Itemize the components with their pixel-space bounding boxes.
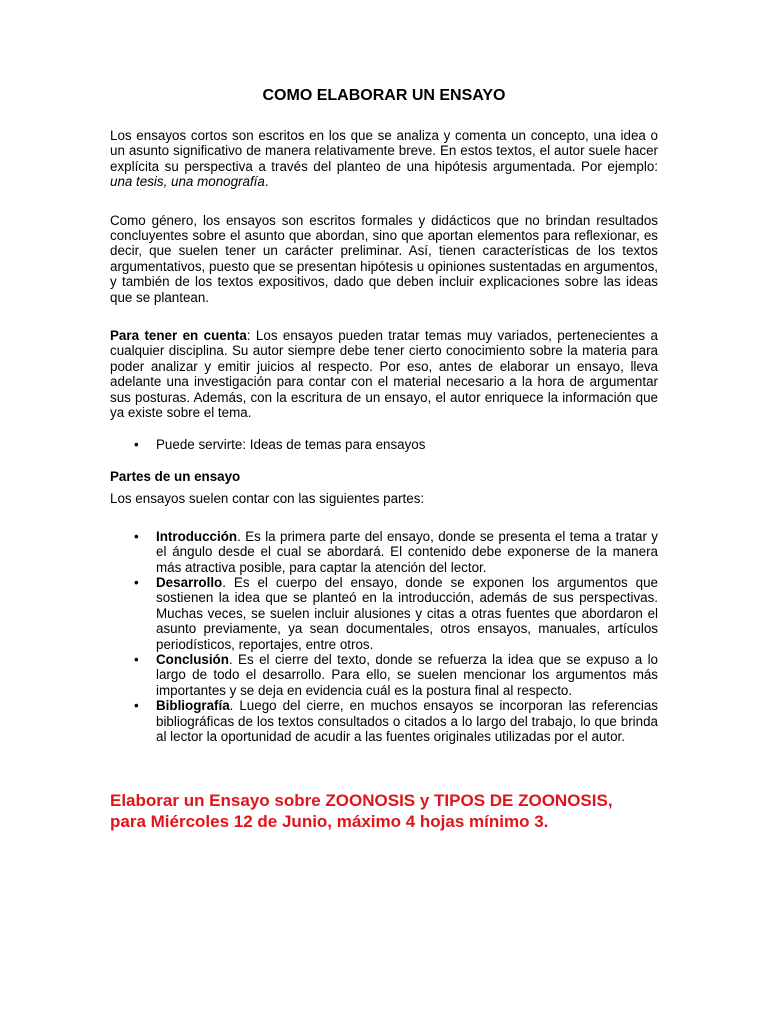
paragraph-note-text: : Los ensayos pueden tratar temas muy variados, pertenecientes a cualquier disciplina. Su autor siempre debe tener cierto conocimiento sobre la materia para poder analizar y emitir juicios al respecto. Por eso, antes de elaborar un ensayo, lleva adelante una investigación para contar con el material necesario a la hora de argumentar sus posturas. Además, con la escritura de un ensayo, el autor enriquece la información que ya existe sobre el tema. [110, 328, 658, 421]
part-text: . Es el cierre del texto, donde se refuerza la idea que se expuso a lo largo de todo el desarrollo. Para ello, se suelen mencionar los argumentos más importantes y se deja en evidencia cuál es la postura final al respecto. [156, 651, 658, 698]
document-title: COMO ELABORAR UN ENSAYO [262, 87, 506, 104]
paragraph-intro-end: . [264, 174, 269, 190]
part-name: Introducción [156, 528, 238, 544]
assignment-line-1: Elaborar un Ensayo sobre ZOONOSIS y TIPOS DE ZOONOSIS, [110, 791, 613, 811]
paragraph-note-label: Para tener en cuenta [110, 328, 247, 344]
tip-list-item: • Puede servirte: Ideas de temas para ensayos [156, 437, 658, 452]
parts-heading: Partes de un ensayo [110, 468, 241, 484]
document-page [110, 86, 658, 832]
paragraph-note [110, 328, 658, 420]
assignment-notice [110, 790, 658, 832]
parts-list [110, 529, 658, 745]
part-name: Desarrollo [156, 574, 223, 590]
part-development [156, 575, 658, 652]
assignment-line-2: para Miércoles 12 de Junio, máximo 4 hojas mínimo 3. [110, 812, 549, 832]
paragraph-intro-text: Los ensayos cortos son escritos en los que se analiza y comenta un concepto, una idea o un asunto significativo de manera relativamente breve. En estos textos, el autor suele hacer explícita su perspectiva a través del planteo de una hipótesis argumentada. Por ejemplo: [110, 128, 658, 174]
part-introduction [156, 529, 658, 575]
part-bibliography [156, 698, 658, 744]
paragraph-intro [110, 128, 658, 190]
paragraph-intro-example: una tesis, una monografía [110, 174, 265, 190]
part-name: Bibliografía [156, 698, 230, 714]
part-text: . Es el cuerpo del ensayo, donde se exponen los argumentos que sostienen la idea que se planteó en la introducción, además de sus perspectivas. Muchas veces, se suelen incluir alusiones y citas a otras fuentes que abordaron el asunto previamente, ya sean documentales, otros ensayos, manuales, artículos periodísticos, reportajes, entre otros. [156, 574, 658, 652]
part-text: . Es la primera parte del ensayo, donde se presenta el tema a tratar y el ángulo desde el cual se abordará. El contenido debe exponerse de la manera más atractiva posible, para captar la atención del lector. [156, 528, 658, 575]
part-conclusion [156, 652, 658, 698]
part-text: . Luego del cierre, en muchos ensayos se incorporan las referencias bibliográficas de los textos consultados o citados a lo largo del trabajo, lo que brinda al lector la oportunidad de acudir a las fuentes originales utilizadas por el autor. [156, 698, 658, 744]
tip-list [110, 437, 658, 452]
paragraph-genre: Como género, los ensayos son escritos formales y didácticos que no brindan resultados concluyentes sobre el asunto que abordan, sino que aportan elementos para reflexionar, es decir, que suelen tener un carácter preliminar. Así, tienen características de los textos argumentativos, puesto que se presentan hipótesis u opiniones sustentadas en argumentos, y también de los textos expositivos, dado que deben incluir explicaciones sobre las ideas que se plantean. [110, 212, 658, 305]
parts-intro: Los ensayos suelen contar con las siguientes partes: [110, 491, 425, 507]
part-name: Conclusión [156, 651, 229, 667]
